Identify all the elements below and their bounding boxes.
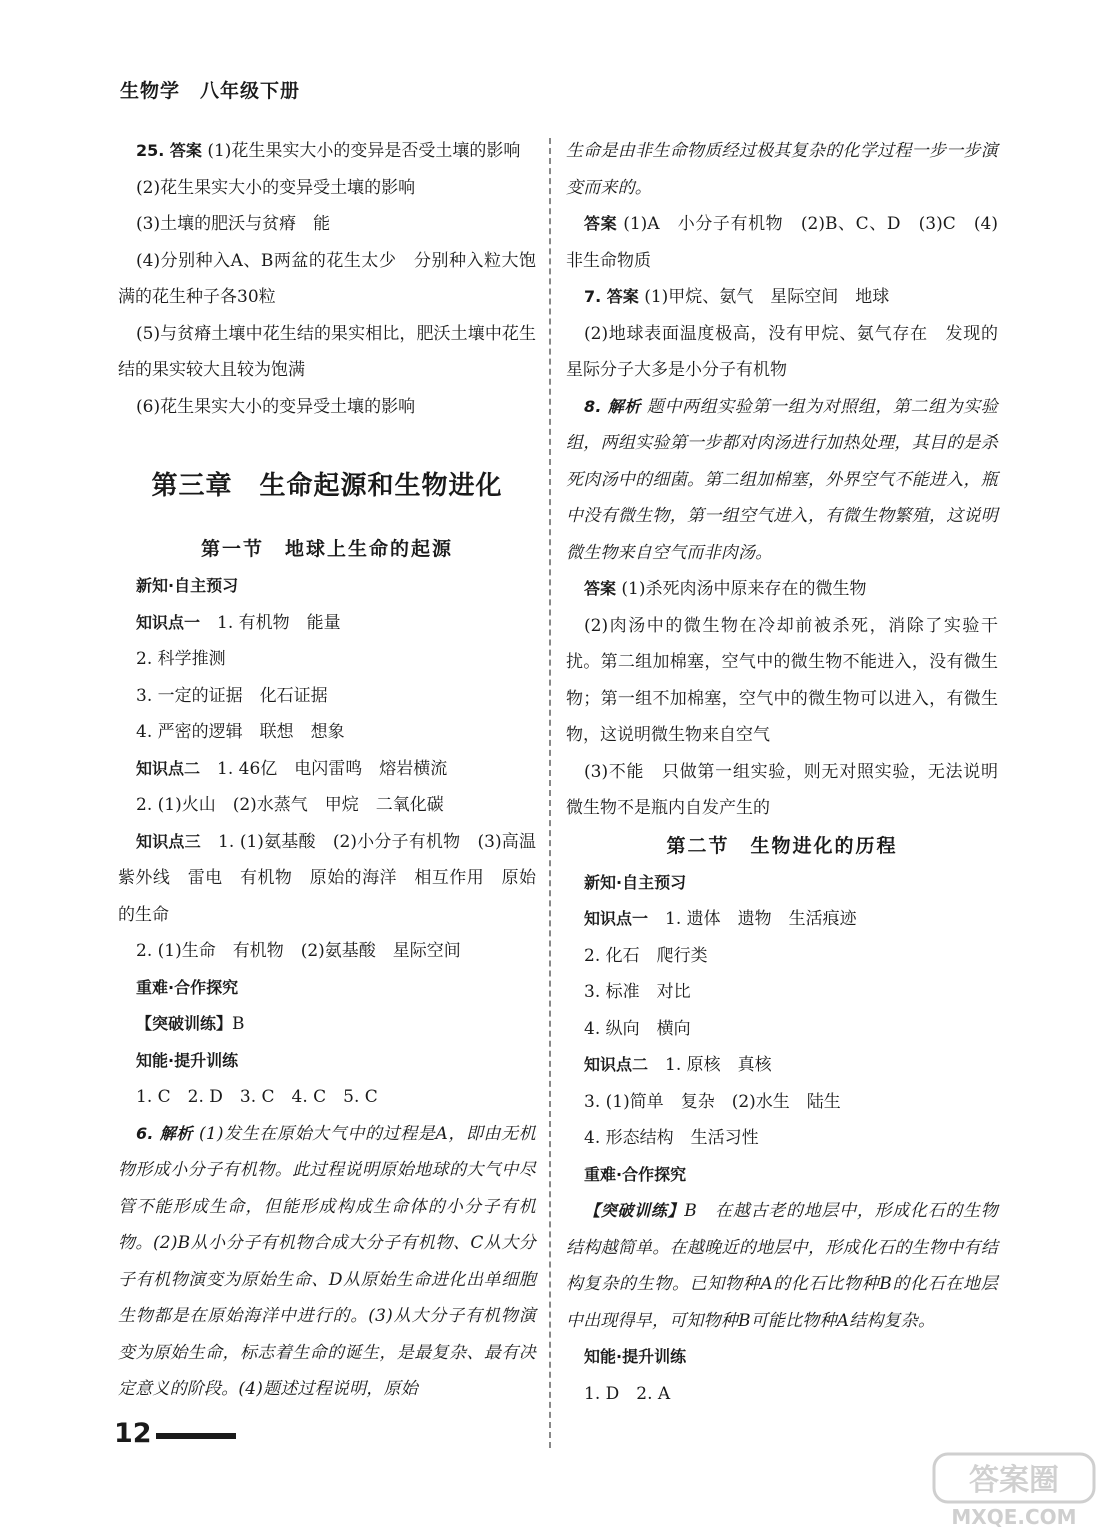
knowledge-point-2-line1: 知识点二 1. 46亿 电闪雷鸣 熔岩横流 (136, 758, 448, 779)
right-column (566, 133, 998, 1412)
explore-title-2: 重难·合作探究 (584, 1164, 687, 1184)
knowledge-point-1-line4: 4. 严密的逻辑 联想 想象 (136, 722, 345, 742)
knowledge-point-3-line1: 知识点三 1. (1)氨基酸 (2)小分子有机物 (3)高温 紫外线 雷电 有机物 原始的海洋 相互作用 原始的生命 (118, 831, 553, 925)
q25-line4: (4)分别种入A、B两盆的花生太少 分别种入粒大饱满的花生种子各30粒 (118, 250, 536, 307)
q8-answer-line1: 答案 (1)杀死肉汤中原来存在的微生物 (584, 579, 867, 599)
watermark-text: 答案圈 (969, 1463, 1059, 1498)
q6-answer: 答案 (1)A 小分子有机物 (2)B、C、D (3)C (4)非生命物质 (566, 214, 998, 271)
knowledge-point-1-line2: 2. 科学推测 (136, 649, 226, 669)
q8-answer-line3: (3)不能 只做第一组实验，则无对照实验，无法说明微生物不是瓶内自发产生的 (566, 761, 998, 818)
knowledge-point-2-line2: 2. (1)火山 (2)水蒸气 甲烷 二氧化碳 (136, 795, 444, 815)
q25-line3: (3)土壤的肥沃与贫瘠 能 (136, 214, 331, 234)
section2-title: 第二节 生物进化的历程 (666, 834, 898, 857)
s2-breakthrough-training: 【突破训练】B 在越古老的地层中，形成化石的生物结构越简单。在越晚近的地层中，形成化石的生物中有结构复杂的生物。已知物种A的化石比物种B的化石在地层中出现得早，可知物种B可能比物种A结构复杂。 (566, 1201, 999, 1331)
q25-line6: (6)花生果实大小的变异受土壤的影响 (136, 396, 416, 417)
knowledge-point-1-line3: 3. 一定的证据 化石证据 (136, 685, 328, 706)
s2-knowledge-point-2-line2: 3. (1)简单 复杂 (2)水生 陆生 (584, 1091, 841, 1112)
s2-knowledge-point-2-line1: 知识点二 1. 原核 真核 (584, 1055, 772, 1075)
improve-title-2: 知能·提升训练 (584, 1347, 687, 1366)
watermark-logo-icon (930, 1450, 1100, 1530)
page-number-bar (156, 1433, 236, 1439)
q7-answer-line2: (2)地球表面温度极高，没有甲烷、氨气存在 发现的星际分子大多是小分子有机物 (566, 323, 998, 380)
column-divider (549, 138, 551, 1448)
running-header: 生物学 八年级下册 (120, 80, 301, 102)
mc-answers: 1. C 2. D 3. C 4. C 5. C (136, 1087, 378, 1107)
q25-line5: (5)与贫瘠土壤中花生结的果实相比，肥沃土壤中花生结的果实较大且较为饱满 (118, 323, 536, 380)
knowledge-point-1-line1: 知识点一 1. 有机物 能量 (136, 612, 341, 633)
s2-knowledge-point-1-line1: 知识点一 1. 遗体 遗物 生活痕迹 (584, 909, 857, 929)
improve-title: 知能·提升训练 (136, 1050, 239, 1070)
page-number: 12 (114, 1418, 152, 1449)
left-column (118, 133, 553, 1408)
section1-title: 第一节 地球上生命的起源 (200, 538, 453, 560)
s2-mc-answers: 1. D 2. A (584, 1383, 671, 1404)
preview-title-2: 新知·自主预习 (584, 872, 687, 892)
s2-knowledge-point-1-line4: 4. 纵向 横向 (584, 1018, 691, 1039)
explore-title: 重难·合作探究 (136, 977, 239, 997)
breakthrough-training: 【突破训练】B (136, 1014, 245, 1034)
q8-analysis: 8. 解析 题中两组实验第一组为对照组，第二组为实验组，两组实验第一步都对肉汤进行加热处理，其目的是杀死肉汤中的细菌。第二组加棉塞，外界空气不能进入，瓶中没有微生物，第一组空气进入，有微生物繁殖，这说明微生物来自空气而非肉汤。 (566, 396, 998, 563)
q8-answer-line2: (2)肉汤中的微生物在冷却前被杀死，消除了实验干扰。第二组加棉塞，空气中的微生物不能进入，没有微生物；第一组不加棉塞，空气中的微生物可以进入，有微生物，这说明微生物来自空气 (566, 615, 998, 745)
q25-line1: 25. 答案 (1)花生果实大小的变异是否受土壤的影响 (136, 141, 521, 161)
q6-analysis: 6. 解析 (1)发生在原始大气中的过程是A，即由无机物形成小分子有机物。此过程说明原始地球的大气中尽管不能形成生命，但能形成构成生命体的小分子有机物。(2)B从小分子有机物合成大分子有机物、C从大分子有机物演变为原始生命、D从原始生命进化出单细胞生物都是在原始海洋中进行的。(3)从大分子有机物演变为原始生命，标志着生命的诞生，是最复杂、最有决定意义的阶段。(4)题述过程说明，原始 (118, 1123, 536, 1399)
s2-knowledge-point-1-line2: 2. 化石 爬行类 (584, 945, 708, 966)
s2-knowledge-point-2-line3: 4. 形态结构 生活习性 (584, 1128, 759, 1148)
knowledge-point-3-line2: 2. (1)生命 有机物 (2)氨基酸 星际空间 (136, 941, 461, 961)
s2-knowledge-point-1-line3: 3. 标准 对比 (584, 982, 691, 1002)
q6-analysis-cont: 生命是由非生命物质经过极其复杂的化学过程一步一步演变而来的。 (566, 141, 998, 198)
q7-answer-line1: 7. 答案 (1)甲烷、氨气 星际空间 地球 (584, 287, 890, 307)
watermark-url: MXQE.COM (951, 1505, 1077, 1529)
preview-title: 新知·自主预习 (136, 576, 239, 595)
q25-line2: (2)花生果实大小的变异受土壤的影响 (136, 177, 416, 198)
chapter-title: 第三章 生命起源和生物进化 (151, 471, 503, 501)
